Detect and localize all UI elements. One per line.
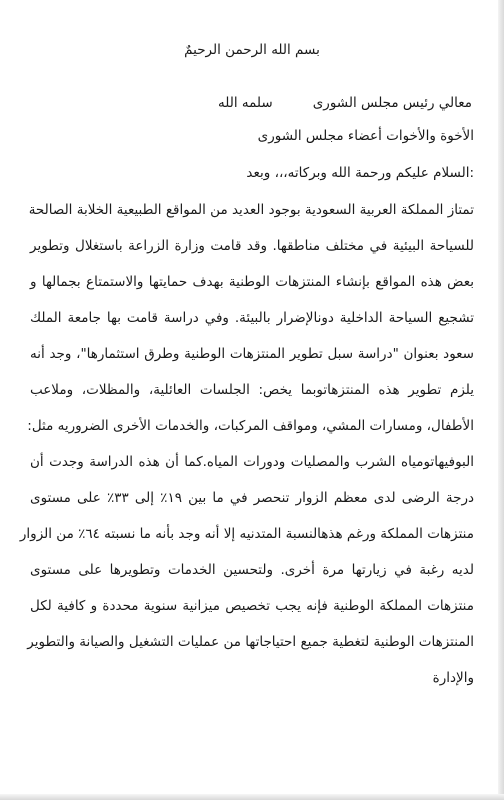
members-line: الأخوة والأخوات أعضاء مجلس الشورى — [257, 128, 474, 144]
body-line: درجة الرضى لدى معظم الزوار تنحصر في ما بين ١٩٪ إلى ٣٣٪ على مستوى — [30, 490, 475, 506]
body-line: الأطفال، ومسارات المشي، ومواقف المركبات، والخدمات الأخرى الضروريه مثل: — [27, 418, 474, 434]
body-line: تشجيع السياحة الداخلية دونالإضرار بالبيئة. وفي دراسة قامت بها جامعة الملك — [30, 310, 474, 326]
body-line: البوفيهاتومياه الشرب والمصليات ودورات المياه.كما أن هذه الدراسة وجدت أن — [30, 454, 474, 470]
body-line: لديه رغبة في زيارتها مرة أخرى. ولتحسين الخدمات وتطويرها على مستوى — [30, 562, 474, 578]
addressee-line — [28, 93, 472, 113]
addressee-greeting: سلمه الله — [218, 95, 273, 111]
body-line: سعود بعنوان "دراسة سبل تطوير المنتزهات الوطنية وطرق استثمارها"، وجد أنه — [30, 346, 474, 362]
salutation-line: :السلام عليكم ورحمة الله وبركاته،،، وبعد — [246, 165, 474, 181]
body-line: يلزم تطوير هذه المنتزهاتوبما يخص: الجلسات العائلية، والمظلات، وملاعب — [30, 382, 474, 398]
body-line: للسياحة البيئية في مختلف مناطقها. وقد قامت وزارة الزراعة باستغلال وتطوير — [30, 238, 474, 254]
body-line: بعض هذه المواقع بإنشاء المنتزهات الوطنية بهدف حمايتها والاستمتاع بجمالها و — [30, 274, 474, 290]
addressee-title: معالي رئيس مجلس الشورى — [312, 95, 472, 111]
page-edge-shadow-bottom — [0, 794, 504, 800]
body-line: المنتزهات الوطنية لتغطية جميع احتياجاتها من عمليات التشغيل والصيانة والتطوير — [27, 634, 474, 650]
page-edge-shadow-right — [498, 0, 504, 800]
body-line: منتزهات المملكة الوطنية فإنه يجب تخصيص ميزانية سنوية محددة و كافية لكل — [30, 598, 474, 614]
body-line-last: والإدارة — [432, 670, 474, 686]
body-line: منتزهات المملكة ورغم هذهالنسبة المتدنيه إلا أنه وجد بأنه ما نسبته ٦٤٪ من الزوار — [19, 526, 474, 542]
basmala-heading: بسم الله الرحمن الرحيمٌ — [184, 42, 320, 58]
body-line: تمتاز المملكة العربية السعودية بوجود العديد من المواقع الطبيعية الخلابة الصالحة — [28, 202, 474, 218]
